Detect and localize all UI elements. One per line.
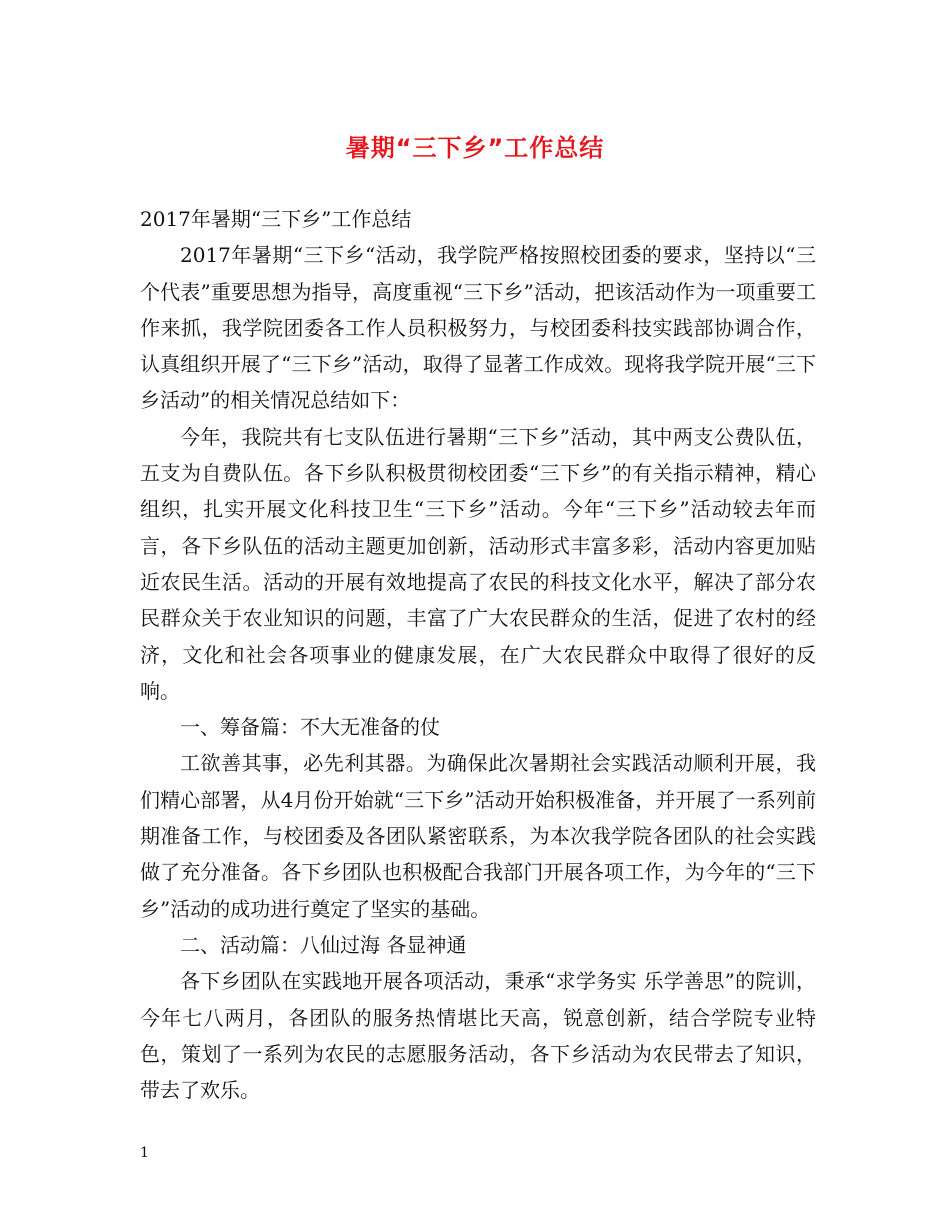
document-body: [140, 201, 816, 1108]
activities-paragraph: 各下乡团队在实践地开展各项活动，秉承“求学务实 乐学善思”的院训，今年七八两月，各团队的服务热情堪比天高，锐意创新，结合学院专业特色，策划了一系列为农民的志愿服务活动，各下乡活动为农民带去了知识，带去了欢乐。: [140, 969, 816, 1103]
preparation-paragraph: 工欲善其事，必先利其器。为确保此次暑期社会实践活动顺利开展，我们精心部署，从4月份开始就“三下乡”活动开始积极准备，并开展了一系列前期准备工作，与校团委及各团队紧密联系，为本次我学院各团队的社会实践做了充分准备。各下乡团队也积极配合我部门开展各项工作，为今年的“三下乡”活动的成功进行奠定了坚实的基础。: [140, 751, 816, 921]
page-number: 1: [140, 1145, 149, 1161]
document-title: 暑期“三下乡”工作总结: [345, 134, 605, 162]
overview-paragraph: 今年，我院共有七支队伍进行暑期“三下乡”活动，其中两支公费队伍，五支为自费队伍。各下乡队积极贯彻校团委“三下乡”的有关指示精神，精心组织，扎实开展文化科技卫生“三下乡”活动。今年“三下乡”活动较去年而言，各下乡队伍的活动主题更加创新，活动形式丰富多彩，活动内容更加贴近农民生活。活动的开展有效地提高了农民的科技文化水平，解决了部分农民群众关于农业知识的问题，丰富了广大农民群众的生活，促进了农村的经济，文化和社会各项事业的健康发展，在广大农民群众中取得了很好的反响。: [140, 424, 816, 703]
subtitle-paragraph: 2017年暑期“三下乡”工作总结: [140, 207, 412, 231]
section-heading-preparation: 一、筹备篇：不大无准备的仗: [180, 715, 440, 740]
section-heading-activities: 二、活动篇：八仙过海 各显神通: [180, 932, 467, 957]
intro-paragraph: 2017年暑期“三下乡“活动，我学院严格按照校团委的要求，坚持以“三个代表”重要思想为指导，高度重视“三下乡”活动，把该活动作为一项重要工作来抓，我学院团委各工作人员积极努力，与校团委科技实践部协调合作，认真组织开展了“三下乡”活动，取得了显著工作成效。现将我学院开展“三下乡活动”的相关情况总结如下：: [140, 243, 816, 413]
